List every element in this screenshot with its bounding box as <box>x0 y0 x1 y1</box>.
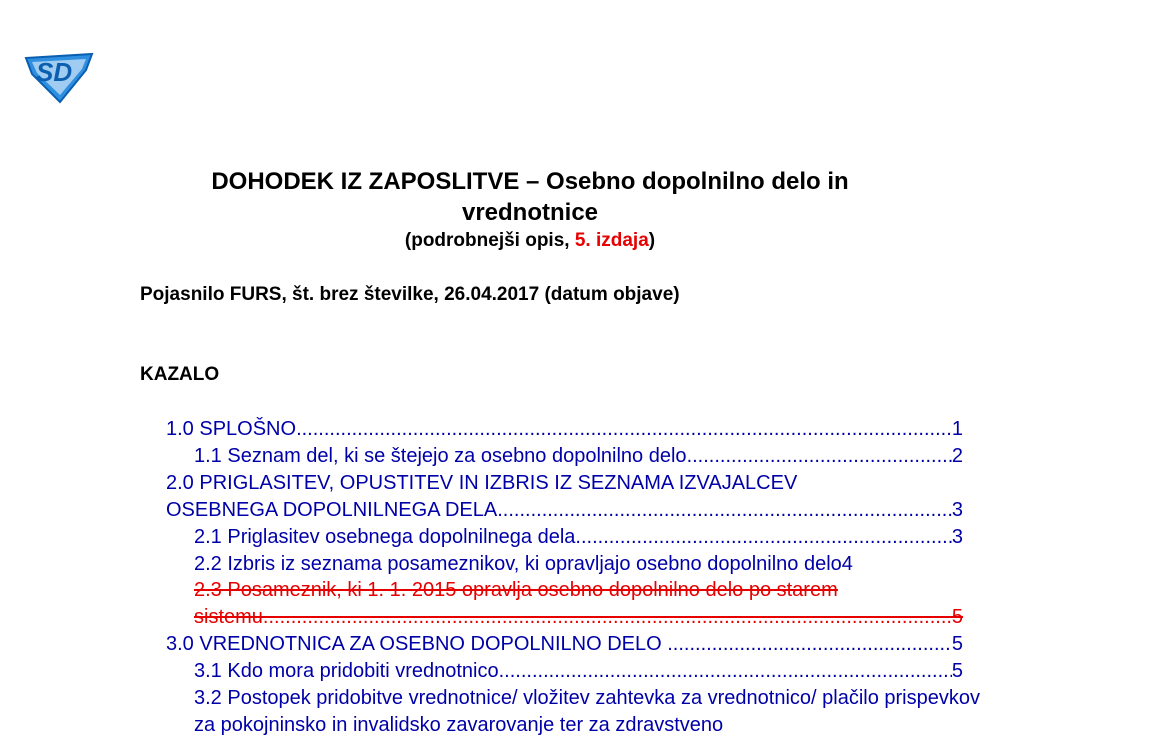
toc-dot-leader <box>497 497 952 524</box>
edition-label: 5. izdaja <box>574 230 649 251</box>
toc-entry-2-3-deleted[interactable] <box>0 577 1157 631</box>
toc-heading: KAZALO <box>140 364 220 385</box>
toc-page-number: 5 <box>951 606 963 629</box>
toc-page-number: 1 <box>951 418 963 440</box>
toc-entry-1-0[interactable] <box>0 416 1157 443</box>
subtitle-close: ) <box>648 230 656 251</box>
toc-entry-text-line1: 2.3 Posameznik, ki 1. 1. 2015 opravlja osebno dopolnilno delo po starem <box>194 579 838 602</box>
toc-page-number: 3 <box>951 498 963 521</box>
toc-dot-leader <box>499 658 952 685</box>
svg-text:SD: SD <box>36 57 73 87</box>
toc-entry-2-0[interactable] <box>0 470 1157 524</box>
toc-page-number: 4 <box>841 552 853 575</box>
toc-entry-3-0[interactable] <box>0 631 1157 658</box>
subtitle-open: (podrobnejši opis, <box>404 230 575 251</box>
toc-entry-3-1[interactable] <box>0 658 1157 685</box>
toc-entry-3-2[interactable] <box>0 685 1157 739</box>
toc-page-number: 3 <box>951 525 963 548</box>
toc-dot-leader <box>687 443 952 470</box>
toc-entry-text: OSEBNEGA DOPOLNILNEGA DELA <box>166 498 498 521</box>
toc-dot-leader <box>667 631 952 658</box>
toc-page-number: 5 <box>951 633 963 656</box>
document-subtitle <box>140 229 920 253</box>
toc-page-number: 2 <box>951 444 963 467</box>
table-of-contents <box>0 416 1157 739</box>
toc-entry-text: 1.1 Seznam del, ki se štejejo za osebno dopolnilno delo <box>194 444 687 467</box>
toc-dot-leader <box>296 416 952 443</box>
document-title: DOHODEK IZ ZAPOSLITVE – Osebno dopolnilno delo in vrednotnice <box>211 168 849 226</box>
toc-entry-text: 2.2 Izbris iz seznama posameznikov, ki opravljajo osebno dopolnilno delo <box>194 552 842 575</box>
toc-entry-text: 3.2 Postopek pridobitve vrednotnice/ vložitev zahtevka za vrednotnico/ plačilo prispevkov za pokojninsko in invalidsko zavarovanje ter za zdravstveno <box>194 687 980 736</box>
sd-shield-logo-icon <box>22 48 96 104</box>
toc-dot-leader <box>263 604 952 631</box>
toc-entry-2-1[interactable] <box>0 524 1157 551</box>
toc-entry-text: sistemu <box>194 606 263 629</box>
toc-entry-text-line1: 2.0 PRIGLASITEV, OPUSTITEV IN IZBRIS IZ SEZNAMA IZVAJALCEV <box>166 471 798 494</box>
toc-dot-leader <box>575 524 951 551</box>
toc-entry-2-2[interactable] <box>0 551 1157 578</box>
reference-line: Pojasnilo FURS, št. brez številke, 26.04.2017 (datum objave) <box>140 284 680 305</box>
toc-page-number: 5 <box>951 660 963 683</box>
toc-entry-1-1[interactable] <box>0 443 1157 470</box>
toc-entry-text: 1.0 SPLOŠNO <box>166 418 297 440</box>
toc-entry-text: 2.1 Priglasitev osebnega dopolnilnega dela <box>194 525 576 548</box>
toc-entry-text: 3.1 Kdo mora pridobiti vrednotnico <box>194 660 499 683</box>
toc-entry-text: 3.0 VREDNOTNICA ZA OSEBNO DOPOLNILNO DELO <box>166 633 668 656</box>
